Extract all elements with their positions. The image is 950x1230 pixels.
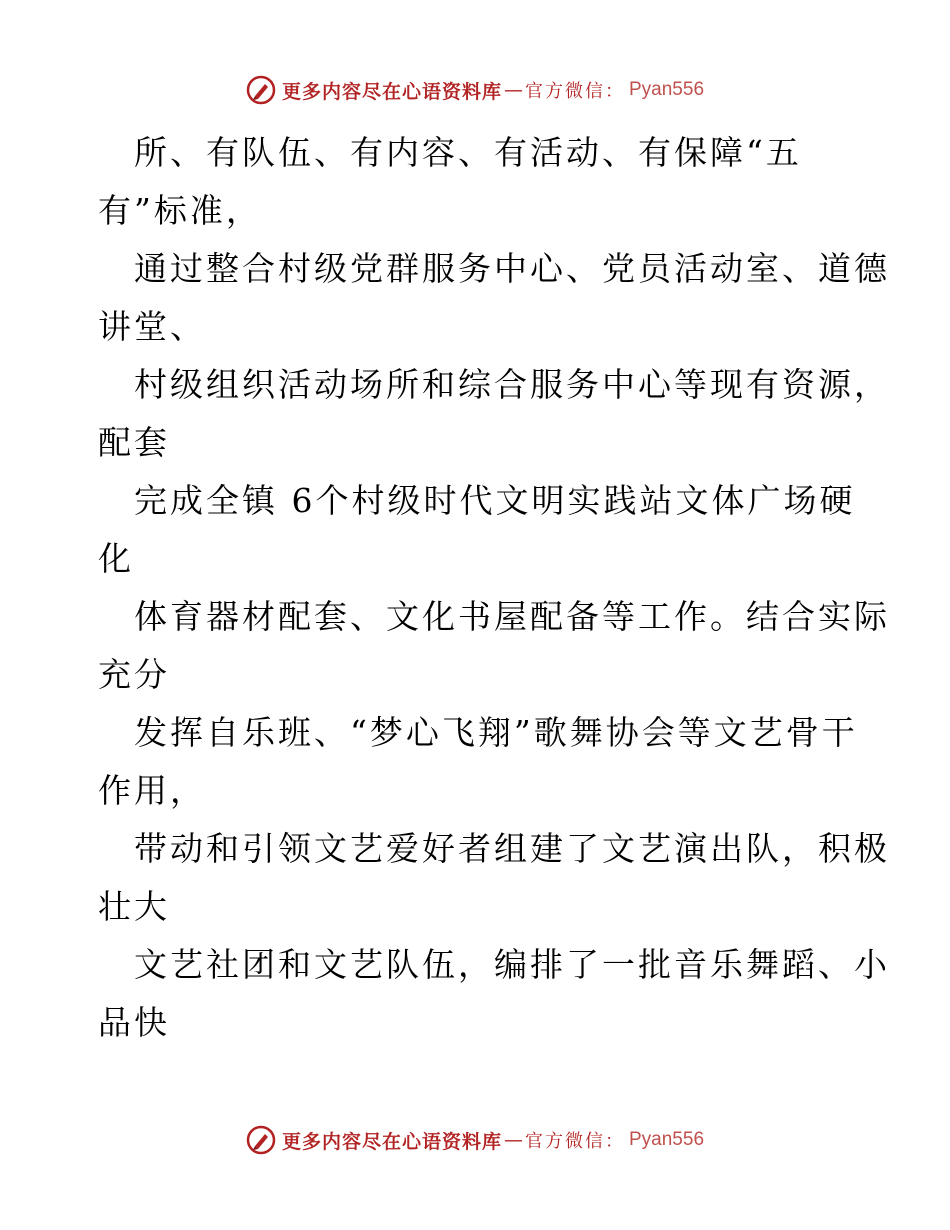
text-line: 品快 xyxy=(98,1003,170,1042)
text-line: 配套 xyxy=(98,423,170,462)
text-line: 作用， xyxy=(98,771,206,810)
text-line: 体育器材配套、文化书屋配备等工作。结合实际 xyxy=(134,597,890,636)
text-line: 有”标准， xyxy=(98,191,262,230)
footer-banner xyxy=(0,1120,950,1160)
header-brand-text: 更多内容尽在心语资料库 xyxy=(281,80,502,103)
text-line: 带动和引领文艺爱好者组建了文艺演出队，积极 xyxy=(134,829,890,868)
body-text xyxy=(98,122,890,1050)
footer-official-label: 官方微信： xyxy=(525,1131,625,1152)
pen-logo-icon xyxy=(246,75,276,105)
header-wechat-id: Pyan556 xyxy=(629,79,705,100)
text-line: 发挥自乐班、“梦心飞翔”歌舞协会等文艺骨干 xyxy=(134,713,858,752)
footer-brand-text: 更多内容尽在心语资料库 xyxy=(281,1130,502,1153)
footer-dash: — xyxy=(504,1129,523,1151)
text-line: 壮大 xyxy=(98,887,170,926)
pen-logo-icon xyxy=(246,1125,276,1155)
text-line: 完成全镇 6个村级时代文明实践站文体广场硬 xyxy=(134,481,856,520)
text-line: 充分 xyxy=(98,655,170,694)
text-line: 村级组织活动场所和综合服务中心等现有资源， xyxy=(134,365,890,404)
text-line: 文艺社团和文艺队伍，编排了一批音乐舞蹈、小 xyxy=(134,945,890,984)
text-line: 化 xyxy=(98,539,134,578)
footer-wechat-id: Pyan556 xyxy=(629,1129,705,1150)
header-official-label: 官方微信： xyxy=(525,81,625,102)
text-line: 讲堂、 xyxy=(98,307,206,346)
header-dash: — xyxy=(504,79,523,101)
text-line: 所、有队伍、有内容、有活动、有保障“五 xyxy=(134,133,802,172)
text-line: 通过整合村级党群服务中心、党员活动室、道德 xyxy=(134,249,890,288)
header-banner xyxy=(0,70,950,110)
